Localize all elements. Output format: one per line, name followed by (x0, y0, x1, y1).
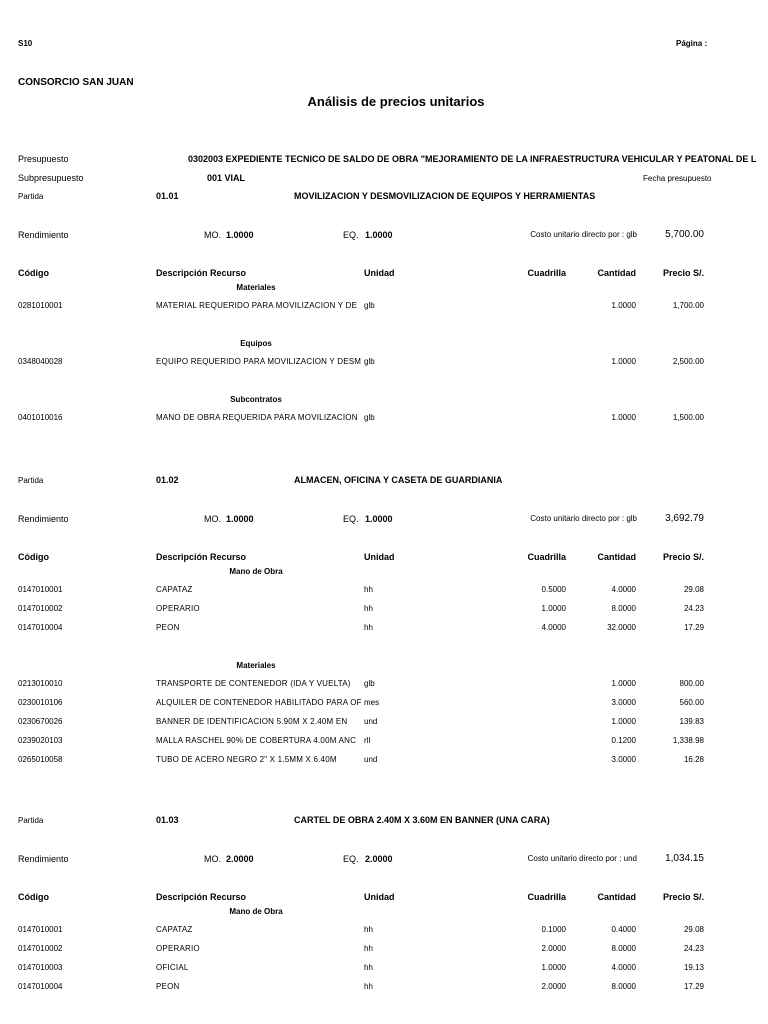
row-cuadrilla: 0.5000 (541, 585, 566, 594)
subpresupuesto-label: Subpresupuesto (18, 173, 84, 183)
row-descripcion: OFICIAL (156, 963, 189, 972)
row-unidad: hh (364, 963, 373, 972)
column-header-precio: Precio S/. (662, 552, 704, 562)
row-cantidad: 1.0000 (611, 357, 636, 366)
column-header-precio: Precio S/. (662, 268, 704, 278)
rendimiento-label: Rendimiento (18, 514, 69, 524)
row-cantidad: 1.0000 (611, 717, 636, 726)
column-header-descripcion: Descripción Recurso (156, 268, 247, 278)
row-cantidad: 8.0000 (611, 982, 636, 991)
row-unidad: und (364, 755, 378, 764)
mo-value: 1.0000 (226, 230, 254, 240)
row-descripcion: MANO DE OBRA REQUERIDA PARA MOVILIZACION (156, 413, 358, 422)
row-precio: 29.08 (683, 585, 704, 594)
costo-unitario-label: Costo unitario directo por : glb (530, 514, 637, 523)
group-name: Equipos (240, 339, 272, 348)
row-descripcion: OPERARIO (156, 944, 200, 953)
group-name: Materiales (236, 283, 276, 292)
row-cantidad: 0.1200 (611, 736, 636, 745)
row-precio: 800.00 (679, 679, 704, 688)
column-header-cuadrilla: Cuadrilla (527, 552, 566, 562)
costo-unitario-value: 1,034.15 (665, 853, 704, 864)
row-cuadrilla: 0.1000 (541, 925, 566, 934)
row-precio: 17.29 (683, 982, 704, 991)
column-header-codigo: Código (18, 892, 49, 902)
row-precio: 24.23 (683, 604, 704, 613)
row-codigo: 0213010010 (18, 679, 63, 688)
row-unidad: hh (364, 604, 373, 613)
row-cantidad: 8.0000 (611, 604, 636, 613)
row-codigo: 0147010002 (18, 604, 63, 613)
row-unidad: glb (364, 357, 375, 366)
partida-code: 01.03 (156, 815, 179, 825)
column-header-descripcion: Descripción Recurso (156, 892, 247, 902)
row-codigo: 0239020103 (18, 736, 63, 745)
row-descripcion: ALQUILER DE CONTENEDOR HABILITADO PARA OF (156, 698, 362, 707)
row-codigo: 0147010002 (18, 944, 63, 953)
group-name: Materiales (236, 661, 276, 670)
page-label: Página : (676, 39, 708, 48)
row-cuadrilla: 1.0000 (541, 604, 566, 613)
eq-value: 1.0000 (365, 514, 393, 524)
company-name: CONSORCIO SAN JUAN (18, 77, 134, 88)
subpresupuesto-value: 001 VIAL (207, 173, 246, 183)
presupuesto-label: Presupuesto (18, 154, 69, 164)
row-unidad: mes (364, 698, 380, 707)
column-header-codigo: Código (18, 552, 49, 562)
page-title: Análisis de precios unitarios (307, 94, 485, 109)
row-unidad: hh (364, 944, 373, 953)
row-cantidad: 0.4000 (611, 925, 636, 934)
row-cuadrilla: 2.0000 (541, 944, 566, 953)
mo-label: MO. (204, 230, 221, 240)
row-codigo: 0348040028 (18, 357, 63, 366)
row-unidad: hh (364, 585, 373, 594)
mo-value: 1.0000 (226, 514, 254, 524)
partida-label: Partida (18, 816, 44, 825)
row-precio: 1,700.00 (672, 301, 704, 310)
row-cantidad: 3.0000 (611, 755, 636, 764)
costo-unitario-value: 3,692.79 (665, 513, 704, 524)
column-header-unidad: Unidad (364, 552, 395, 562)
rendimiento-label: Rendimiento (18, 854, 69, 864)
report-code: S10 (18, 39, 33, 48)
row-cantidad: 8.0000 (611, 944, 636, 953)
row-precio: 19.13 (683, 963, 704, 972)
row-codigo: 0401010016 (18, 413, 63, 422)
row-codigo: 0147010001 (18, 585, 63, 594)
row-cantidad: 1.0000 (611, 679, 636, 688)
row-unidad: glb (364, 679, 375, 688)
partida-name: ALMACEN, OFICINA Y CASETA DE GUARDIANIA (294, 475, 503, 485)
group-name: Subcontratos (230, 395, 282, 404)
row-precio: 2,500.00 (672, 357, 704, 366)
row-codigo: 0147010003 (18, 963, 63, 972)
eq-label: EQ. (343, 230, 359, 240)
costo-unitario-label: Costo unitario directo por : glb (530, 230, 637, 239)
row-descripcion: TRANSPORTE DE CONTENEDOR (IDA Y VUELTA) (156, 679, 351, 688)
row-precio: 1,500.00 (672, 413, 704, 422)
row-descripcion: PEON (156, 623, 180, 632)
row-unidad: hh (364, 925, 373, 934)
row-descripcion: OPERARIO (156, 604, 200, 613)
column-header-codigo: Código (18, 268, 49, 278)
row-descripcion: CAPATAZ (156, 585, 193, 594)
mo-label: MO. (204, 854, 221, 864)
row-codigo: 0230670026 (18, 717, 63, 726)
rendimiento-label: Rendimiento (18, 230, 69, 240)
presupuesto-value: 0302003 EXPEDIENTE TECNICO DE SALDO DE OBRA "MEJORAMIENTO DE LA INFRAESTRUCTURA VEHICULAR Y PEATONAL DE L (188, 154, 757, 164)
costo-unitario-value: 5,700.00 (665, 229, 704, 240)
row-cuadrilla: 1.0000 (541, 963, 566, 972)
row-codigo: 0147010004 (18, 982, 63, 991)
row-cantidad: 32.0000 (607, 623, 636, 632)
column-header-cuadrilla: Cuadrilla (527, 892, 566, 902)
eq-label: EQ. (343, 854, 359, 864)
partida-label: Partida (18, 476, 44, 485)
row-cantidad: 3.0000 (611, 698, 636, 707)
partida-label: Partida (18, 192, 44, 201)
column-header-cantidad: Cantidad (597, 892, 636, 902)
partida-code: 01.02 (156, 475, 179, 485)
mo-value: 2.0000 (226, 854, 254, 864)
row-codigo: 0147010001 (18, 925, 63, 934)
row-descripcion: MATERIAL REQUERIDO PARA MOVILIZACION Y DE (156, 301, 358, 310)
partida-name: CARTEL DE OBRA 2.40M X 3.60M EN BANNER (UNA CARA) (294, 815, 550, 825)
row-unidad: hh (364, 623, 373, 632)
row-precio: 16.28 (683, 755, 704, 764)
costo-unitario-label: Costo unitario directo por : und (527, 854, 637, 863)
row-precio: 1,338.98 (672, 736, 704, 745)
eq-value: 2.0000 (365, 854, 393, 864)
row-cuadrilla: 4.0000 (541, 623, 566, 632)
row-precio: 139.83 (679, 717, 704, 726)
row-descripcion: CAPATAZ (156, 925, 193, 934)
group-name: Mano de Obra (229, 907, 283, 916)
partida-code: 01.01 (156, 191, 179, 201)
row-precio: 17.29 (683, 623, 704, 632)
eq-value: 1.0000 (365, 230, 393, 240)
row-cantidad: 1.0000 (611, 301, 636, 310)
row-unidad: und (364, 717, 378, 726)
row-codigo: 0230010106 (18, 698, 63, 707)
row-cantidad: 1.0000 (611, 413, 636, 422)
row-codigo: 0265010058 (18, 755, 63, 764)
row-cuadrilla: 2.0000 (541, 982, 566, 991)
fecha-presupuesto-label: Fecha presupuesto (643, 174, 712, 183)
column-header-descripcion: Descripción Recurso (156, 552, 247, 562)
column-header-cantidad: Cantidad (597, 552, 636, 562)
column-header-cantidad: Cantidad (597, 268, 636, 278)
row-unidad: hh (364, 982, 373, 991)
row-precio: 24.23 (683, 944, 704, 953)
row-descripcion: TUBO DE ACERO NEGRO 2" X 1.5MM X 6.40M (156, 755, 337, 764)
column-header-unidad: Unidad (364, 892, 395, 902)
row-precio: 560.00 (679, 698, 704, 707)
row-unidad: glb (364, 413, 375, 422)
row-precio: 29.08 (683, 925, 704, 934)
group-name: Mano de Obra (229, 567, 283, 576)
row-codigo: 0147010004 (18, 623, 63, 632)
mo-label: MO. (204, 514, 221, 524)
row-cantidad: 4.0000 (611, 963, 636, 972)
row-descripcion: MALLA RASCHEL 90% DE COBERTURA 4.00M ANC (156, 736, 357, 745)
row-cantidad: 4.0000 (611, 585, 636, 594)
row-descripcion: BANNER DE IDENTIFICACION 5.90M X 2.40M EN (156, 717, 348, 726)
column-header-precio: Precio S/. (662, 892, 704, 902)
row-descripcion: EQUIPO REQUERIDO PARA MOVILIZACION Y DESM (156, 357, 362, 366)
column-header-unidad: Unidad (364, 268, 395, 278)
row-unidad: rll (364, 736, 371, 745)
row-codigo: 0281010001 (18, 301, 63, 310)
eq-label: EQ. (343, 514, 359, 524)
row-unidad: glb (364, 301, 375, 310)
row-descripcion: PEON (156, 982, 180, 991)
column-header-cuadrilla: Cuadrilla (527, 268, 566, 278)
partida-name: MOVILIZACION Y DESMOVILIZACION DE EQUIPOS Y HERRAMIENTAS (294, 191, 596, 201)
